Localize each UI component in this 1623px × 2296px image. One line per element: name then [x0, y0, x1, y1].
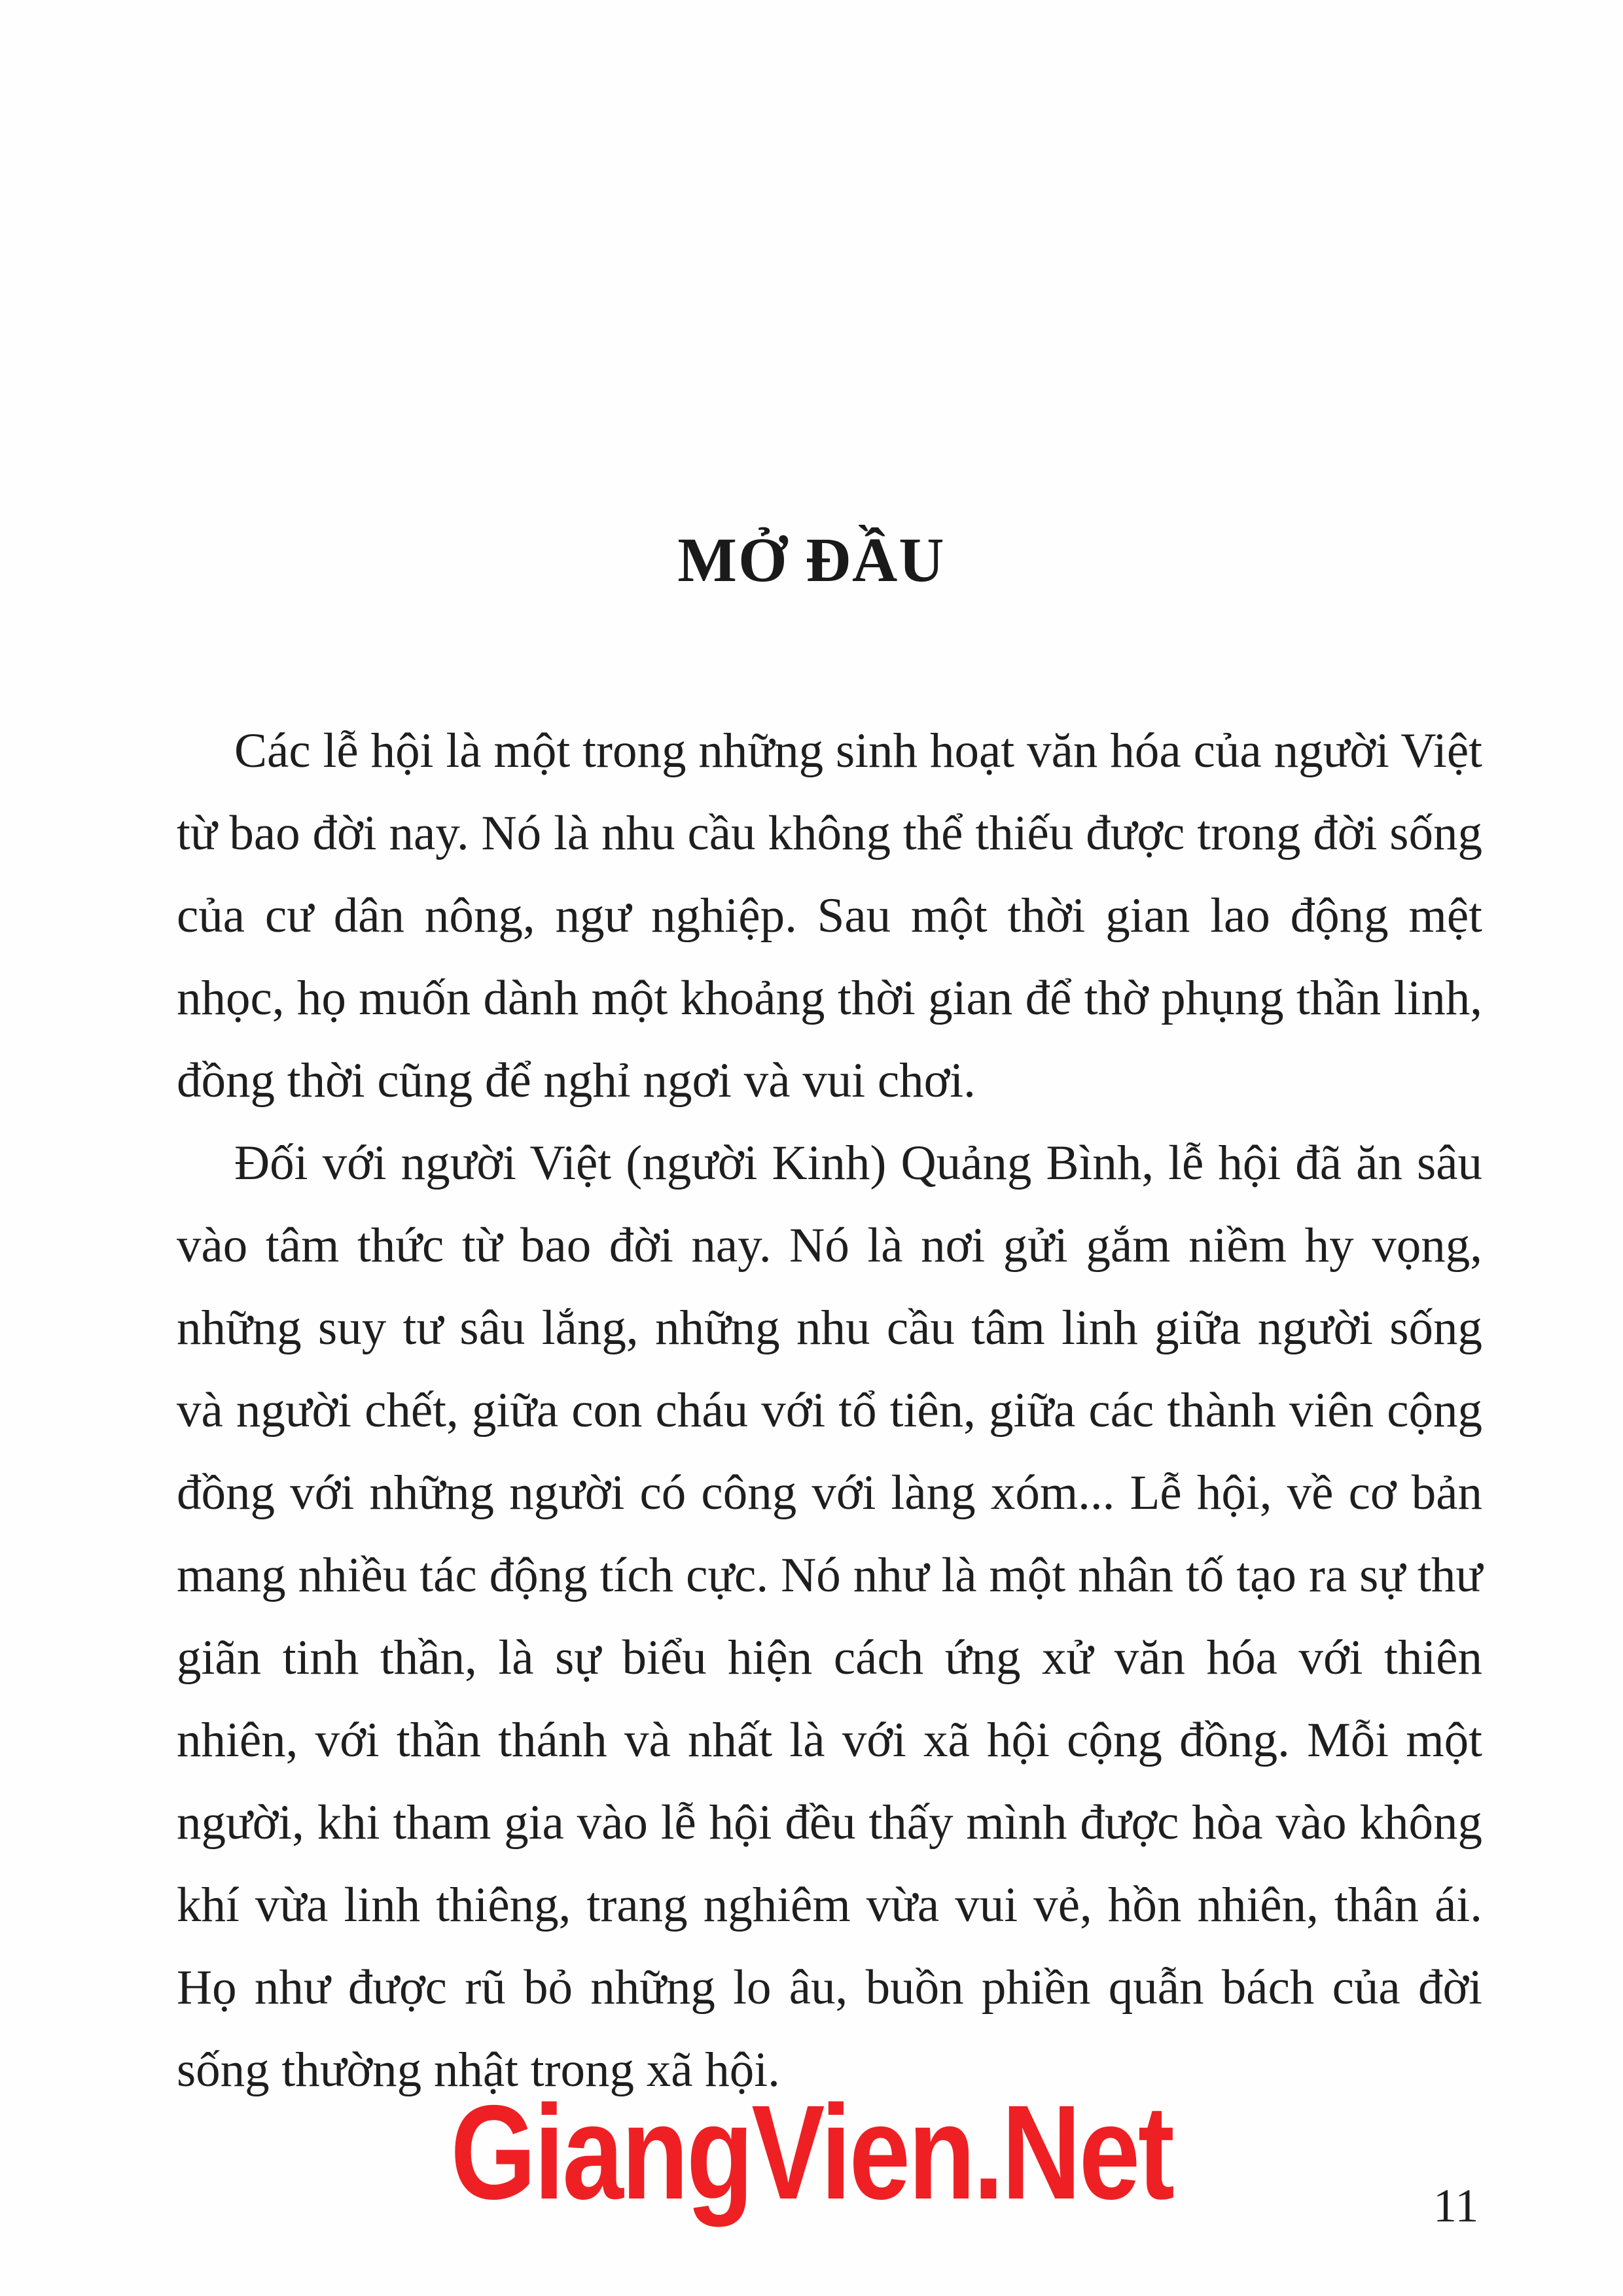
watermark-logo: GiangVien.Net	[450, 2077, 1173, 2227]
paragraph-1: Các lễ hội là một trong những sinh hoạt văn hóa của người Việt từ bao đời nay. Nó là nhu cầu không thể thiếu được trong đời sống của cư dân nông, ngư nghiệp. Sau một thời gian lao động mệt nhọc, họ muốn dành một khoảng thời gian để thờ phụng thần linh, đồng thời cũng để nghỉ ngơi và vui chơi.	[177, 724, 1482, 1108]
body-text	[177, 710, 1482, 2111]
page-number: 11	[1433, 2180, 1479, 2232]
paragraph-2: Đối với người Việt (người Kinh) Quảng Bình, lễ hội đã ăn sâu vào tâm thức từ bao đời nay. Nó là nơi gửi gắm niềm hy vọng, những suy tư sâu lắng, những nhu cầu tâm linh giữa người sống và người chết, giữa con cháu với tổ tiên, giữa các thành viên cộng đồng với những người có công với làng xóm... Lễ hội, về cơ bản mang nhiều tác động tích cực. Nó như là một nhân tố tạo ra sự thư giãn tinh thần, là sự biểu hiện cách ứng xử văn hóa với thiên nhiên, với thần thánh và nhất là với xã hội cộng đồng. Mỗi một người, khi tham gia vào lễ hội đều thấy mình được hòa vào không khí vừa linh thiêng, trang nghiêm vừa vui vẻ, hồn nhiên, thân ái. Họ như được rũ bỏ những lo âu, buồn phiền quẫn bách của đời sống thường nhật trong xã hội.	[177, 1136, 1482, 2097]
chapter-heading: MỞ ĐẦU	[677, 525, 946, 595]
